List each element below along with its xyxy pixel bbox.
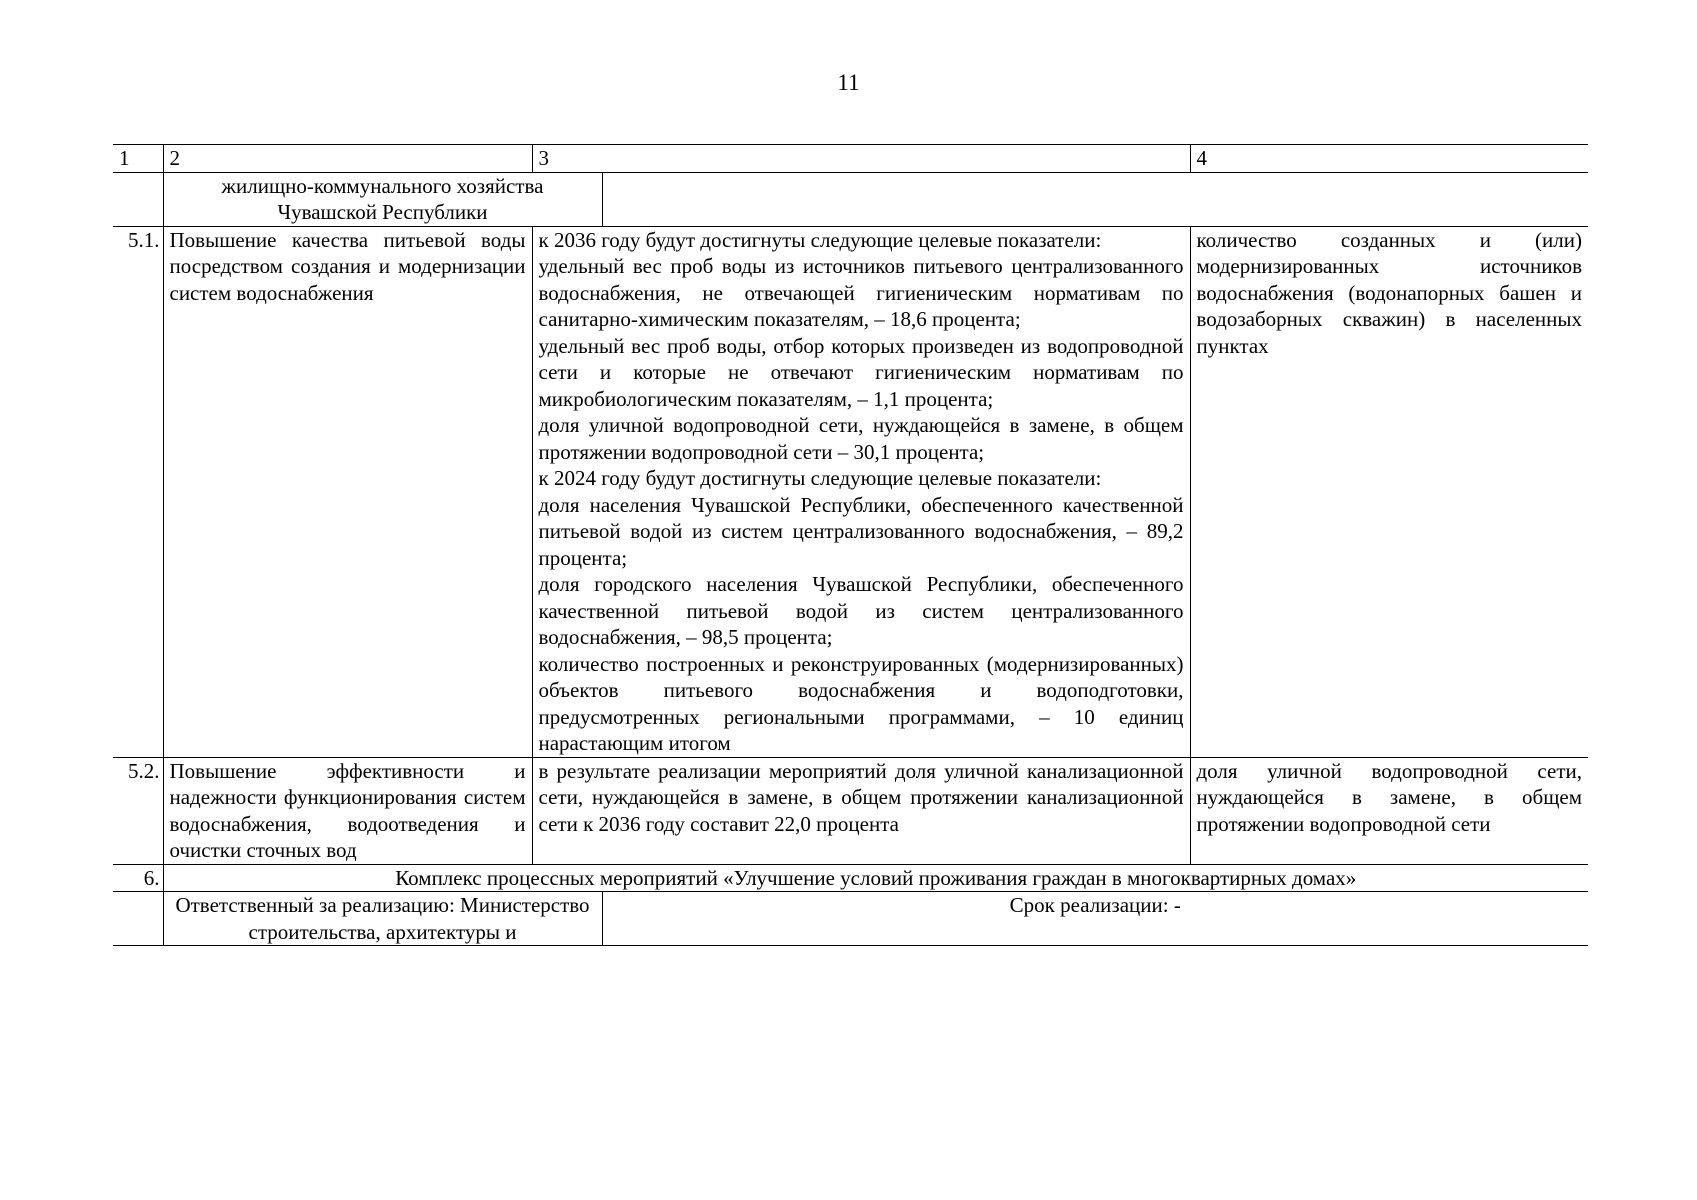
page-number: 11	[837, 70, 860, 95]
row-number: 5.2.	[113, 757, 163, 864]
continuation-row	[113, 172, 1588, 226]
section-title: Комплекс процессных мероприятий «Улучшение условий проживания граждан в многоквартирных домах»	[163, 864, 1588, 892]
result-paragraph: к 2036 году будут достигнуты следующие целевые показатели:	[538, 227, 1102, 252]
result-paragraph: количество построенных и реконструированных (модернизированных) объектов питьевого водоснабжения и водоподготовки, предусмотренных региональными программами, – 10 единиц нарастающим итогом	[538, 651, 1184, 755]
row-task: Повышение эффективности и надежности функционирования систем водоснабжения, водоотведения и очистки сточных вод	[163, 757, 532, 864]
table-row	[113, 757, 1588, 864]
table-header-row	[113, 145, 1588, 173]
result-paragraph: к 2024 году будут достигнуты следующие целевые показатели:	[538, 466, 1102, 490]
row-results	[532, 757, 1190, 864]
header-col-3: 3	[532, 145, 1190, 173]
header-col-2: 2	[163, 145, 532, 173]
table-row	[113, 226, 1588, 757]
result-paragraph: доля уличной водопроводной сети, нуждающейся в замене, в общем протяжении водопроводной сети – 30,1 процента;	[538, 413, 1184, 464]
result-paragraph: доля городского населения Чувашской Республики, обеспеченного качественной питьевой водой из систем централизованного водоснабжения, – 98,5 процента;	[538, 572, 1184, 649]
continuation-name: жилищно-коммунального хозяйства Чувашской Республики	[163, 172, 602, 226]
row-number: 5.1.	[113, 226, 163, 757]
continuation-blank-cell	[602, 172, 1588, 226]
term-label: Срок реализации: -	[602, 892, 1588, 946]
result-paragraph: доля населения Чувашской Республики, обеспеченного качественной питьевой водой из систем централизованного водоснабжения, – 89,2 процента;	[538, 492, 1184, 570]
row-results	[532, 226, 1190, 757]
result-paragraph: удельный вес проб воды, отбор которых произведен из водопроводной сети и которые не отвечают гигиеническим нормативам по микробиологическим показателям, – 1,1 процента;	[538, 333, 1184, 411]
row-task: Повышение качества питьевой воды посредством создания и модернизации систем водоснабжения	[163, 226, 532, 757]
measures-table	[113, 144, 1588, 946]
result-paragraph: удельный вес проб воды из источников питьевого централизованного водоснабжения, не отвечающей гигиеническим нормативам по санитарно-химическим показателям, – 18,6 процента;	[538, 254, 1184, 331]
section-row	[113, 864, 1588, 892]
result-paragraph: в результате реализации мероприятий доля уличной канализационной сети, нуждающейся в замене, в общем протяжении канализационной сети к 2036 году составит 22,0 процента	[538, 758, 1184, 836]
row-indicator: количество созданных и (или) модернизированных источников водоснабжения (водонапорных башен и водозаборных скважин) в населенных пунктах	[1190, 226, 1588, 757]
responsible-row	[113, 892, 1588, 946]
responsible-num-cell	[113, 892, 163, 946]
responsible-label: Ответственный за реализацию: Министерство строительства, архитектуры и	[163, 892, 602, 946]
section-number: 6.	[113, 864, 163, 892]
header-col-1: 1	[113, 145, 163, 173]
row-indicator: доля уличной водопроводной сети, нуждающейся в замене, в общем протяжении водопроводной сети	[1190, 757, 1588, 864]
continuation-num-cell	[113, 172, 163, 226]
header-col-4: 4	[1190, 145, 1588, 173]
